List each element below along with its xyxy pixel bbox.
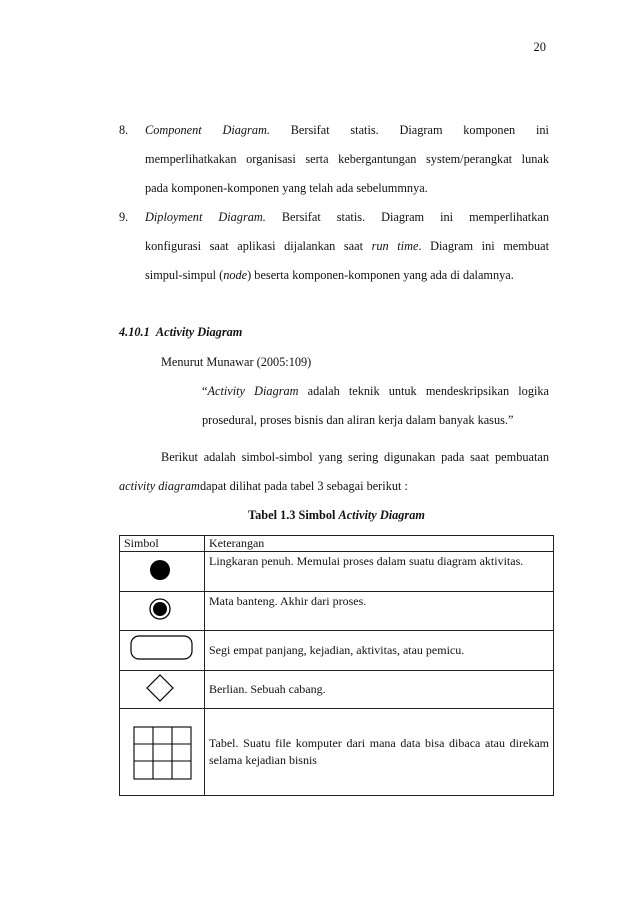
paragraph-intro-line1: Berikut adalah simbol-simbol yang sering digunakan pada saat pembuatan xyxy=(161,450,549,464)
text-segment: ) beserta komponen-komponen yang ada di dalamnya. xyxy=(247,268,514,282)
bullseye-icon xyxy=(120,592,204,625)
section-number: 4.10.1 xyxy=(119,325,150,339)
table-header-row xyxy=(120,536,554,552)
diamond-icon xyxy=(120,671,204,703)
term-diagram: Diagram. xyxy=(222,123,270,137)
description-text: Tabel. Suatu file komputer dari mana data bisa dibaca atau direkam selama kejadian bisnis xyxy=(209,736,549,767)
header-simbol: Simbol xyxy=(120,536,205,552)
rounded-rectangle-icon xyxy=(120,631,204,665)
list-item-8-line3: pada komponen-komponen yang telah ada sebelummnya. xyxy=(145,181,428,195)
section-heading xyxy=(119,325,242,340)
term-activity-diagram: Activity Diagram xyxy=(207,384,299,398)
list-number-9: 9. xyxy=(119,210,129,224)
word: Diagram xyxy=(381,210,425,224)
list-item-9-line3 xyxy=(145,268,514,283)
description-cell xyxy=(205,552,554,592)
term-activity-diagram: activity diagram xyxy=(119,479,200,493)
word: komponen xyxy=(463,123,516,137)
header-keterangan: Keterangan xyxy=(205,536,554,552)
word: Diagram xyxy=(399,123,443,137)
text-segment: dapat dilihat pada tabel 3 sebagai berikut : xyxy=(199,479,408,493)
caption-text: Tabel 1.3 Simbol xyxy=(248,508,339,522)
paragraph-intro-line2 xyxy=(119,479,408,494)
list-item-8-line1 xyxy=(145,123,549,138)
word: Bersifat xyxy=(281,210,321,224)
table-row xyxy=(120,592,554,631)
term-diagram: Diagram. xyxy=(218,210,266,224)
symbol-cell xyxy=(120,671,205,709)
list-item-9-line2 xyxy=(145,239,549,254)
description-cell: Berlian. Sebuah cabang. xyxy=(205,671,554,709)
word: ini xyxy=(535,123,549,137)
list-item-9-line1 xyxy=(145,210,549,225)
symbol-table xyxy=(119,535,554,796)
symbol-cell xyxy=(120,552,205,592)
table-row xyxy=(120,552,554,592)
filled-circle-icon xyxy=(120,552,204,586)
symbol-cell xyxy=(120,631,205,671)
list-item-8-line2: memperlihatkakan organisasi serta kebergantungan system/perangkat lunak xyxy=(145,152,549,166)
word: Bersifat xyxy=(290,123,330,137)
term-run-time: run time xyxy=(371,239,419,253)
quote-line2: prosedural, proses bisnis dan aliran kerja dalam banyak kasus.” xyxy=(202,413,514,427)
text-segment: simpul-simpul ( xyxy=(145,268,224,282)
description-text: Lingkaran penuh. Memulai proses dalam suatu diagram aktivitas. xyxy=(209,554,524,568)
caption-italic: Activity Diagram xyxy=(338,508,425,522)
text-segment: konfigurasi saat aplikasi dijalankan saat xyxy=(145,239,372,253)
term-component: Component xyxy=(145,123,202,137)
word: statis. xyxy=(350,123,379,137)
section-title: Activity Diagram xyxy=(155,325,243,339)
paragraph-source: Menurut Munawar (2005:109) xyxy=(161,355,312,369)
table-row xyxy=(120,631,554,671)
symbol-cell xyxy=(120,592,205,631)
list-number-8: 8. xyxy=(119,123,129,137)
text-segment: . Diagram ini membuat xyxy=(418,239,550,253)
description-cell: Mata banteng. Akhir dari proses. xyxy=(205,592,554,631)
word: memperlihatkan xyxy=(469,210,549,224)
table-caption xyxy=(119,508,554,523)
term-node: node xyxy=(223,268,248,282)
text-segment: adalah teknik untuk mendeskripsikan logika xyxy=(298,384,549,398)
page-number: 20 xyxy=(533,40,546,54)
quote-mark: “ xyxy=(202,384,208,398)
word: ini xyxy=(440,210,454,224)
table-row xyxy=(120,709,554,796)
table-row xyxy=(120,671,554,709)
word: statis. xyxy=(336,210,366,224)
description-cell xyxy=(205,709,554,796)
term-diployment: Diployment xyxy=(145,210,203,224)
grid-table-icon xyxy=(120,717,204,783)
quote-line1 xyxy=(202,384,549,399)
description-cell: Segi empat panjang, kejadian, aktivitas, atau pemicu. xyxy=(205,631,554,671)
symbol-cell xyxy=(120,709,205,796)
